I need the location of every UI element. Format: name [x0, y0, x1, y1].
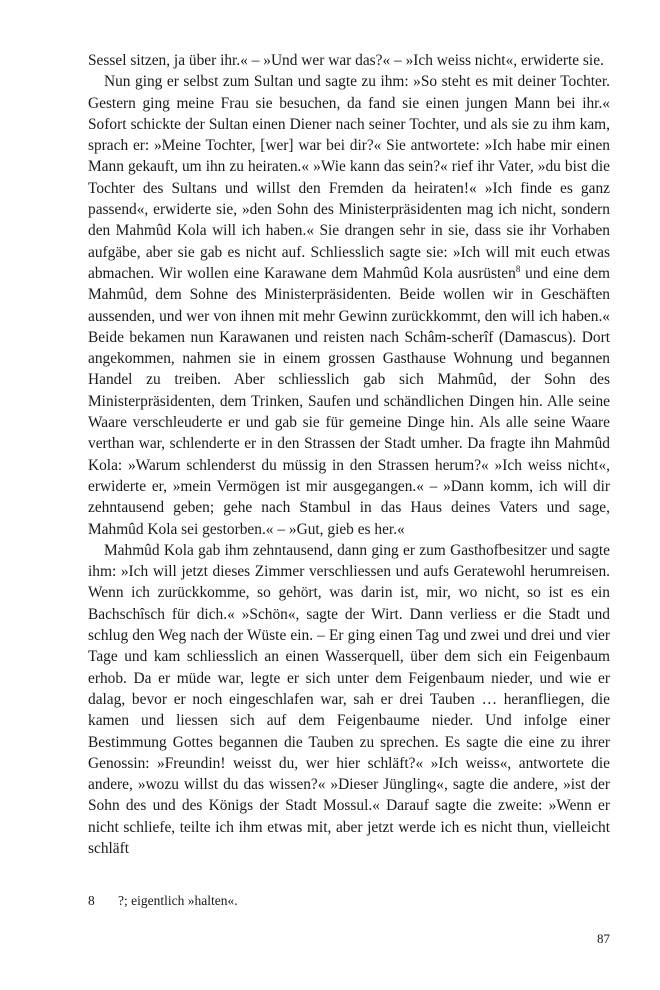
- paragraph-2-part-a: Nun ging er selbst zum Sultan und sagte zu ihm: »So steht es mit deiner Tochter. Gestern ging meine Frau sie besuchen, da fand sie einen jungen Mann bei ihr.« Sofort schickte der Sultan einen Diener nach seiner Tochter, und als sie zu ihm kam, sprach er: »Meine Tochter, [wer] war bei dir?« Sie antwortete: »Ich habe mir einen Mann gekauft, um ihn zu heiraten.« »Wie kann das sein?« rief ihr Vater, »du bist die Tochter des Sultans und willst den Fremden da heiraten!« »Ich finde es ganz passend«, erwiderte sie, »den Sohn des Ministerpräsidenten mag ich nicht, sondern den Mahmûd Kola will ich haben.« Sie drangen sehr in sie, dass sie ihr Vorhaben aufgäbe, aber sie gab es nicht auf. Schliesslich sagte sie: »Ich will mit euch etwas abmachen. Wir wollen eine Karawane dem Mahmûd Kola ausrüsten: [88, 73, 610, 282]
- page-number: 87: [597, 931, 610, 946]
- paragraph-1: Sessel sitzen, ja über ihr.« – »Und wer war das?« – »Ich weiss nicht«, erwiderte sie.: [88, 52, 604, 69]
- paragraph-3: Mahmûd Kola gab ihm zehntausend, dann ging er zum Gasthofbesitzer und sagte ihm: »Ich will jetzt dieses Zimmer verschliessen und aufs Geratewohl herumreisen. Wenn ich zurückkomme, so gehört, was darin ist, mir, wo nicht, so ist es ein Bachschîsch für dich.« »Schön«, sagte der Wirt. Dann verliess er die Stadt und schlug den Weg nach der Wüste ein. – Er ging einen Tag und zwei und drei und vier Tage und kam schliesslich an einen Wasserquell, über dem sich ein Feigenbaum erhob. Da er müde war, legte er sich unter dem Feigenbaum nieder, und wie er dalag, bevor er noch eingeschlafen war, sah er drei Tauben … heranfliegen, die kamen und liessen sich auf dem Feigenbaume nieder. Und infolge einer Bestimmung Gottes begannen die Tauben zu sprechen. Es sagte die eine zu ihrer Genossin: »Freundin! weisst du, wer hier schläft?« »Ich weiss«, antwortete die andere, »wozu willst du das wissen?« »Dieser Jüngling«, sagte die andere, »ist der Sohn des und des Königs der Stadt Mossul.« Darauf sagte die zweite: »Wenn er nicht schliefe, teilte ich ihm etwas mit, aber jetzt werde ich es nicht thun, vielleicht schläft: [88, 541, 610, 857]
- footnote-reference: 8: [515, 263, 521, 274]
- paragraph-2-part-b: und eine dem Mahmûd, dem Sohne des Ministerpräsidenten. Beide wollen wir in Geschäften aussenden, und wer von ihnen mit mehr Gewinn zurückkommt, den will ich haben.« Beide bekamen nun Karawanen und reisten nach Schâm-scherîf (Damascus). Dort angekommen, nahmen sie in einem grossen Gasthause Wohnung und begannen Handel zu treiben. Aber schliesslich gab sich Mahmûd, der Sohn des Ministerpräsidenten, dem Trinken, Saufen und schändlichen Dingen hin. Alle seine Waare verschleuderte er und gab sie für gemeine Dinge hin. Als alle seine Waare verthan war, schlenderte er in den Strassen der Stadt umher. Da fragte ihn Mahmûd Kola: »Warum schlenderst du müssig in den Strassen herum?« »Ich weiss nicht«, erwiderte er, »mein Vermögen ist mir ausgegangen.« – »Dann komm, ich will dir zehntausend geben; gehe nach Stambul in das Haus deines Vaters und sage, Mahmûd Kola sei gestorben.« – »Gut, gieb es her.«: [88, 264, 610, 538]
- body-text: [88, 50, 610, 859]
- footnote: [88, 892, 610, 910]
- footnote-number: 8: [88, 893, 95, 908]
- paragraph-2: [88, 71, 610, 540]
- footnote-text: ?; eigentlich »halten«.: [118, 893, 238, 908]
